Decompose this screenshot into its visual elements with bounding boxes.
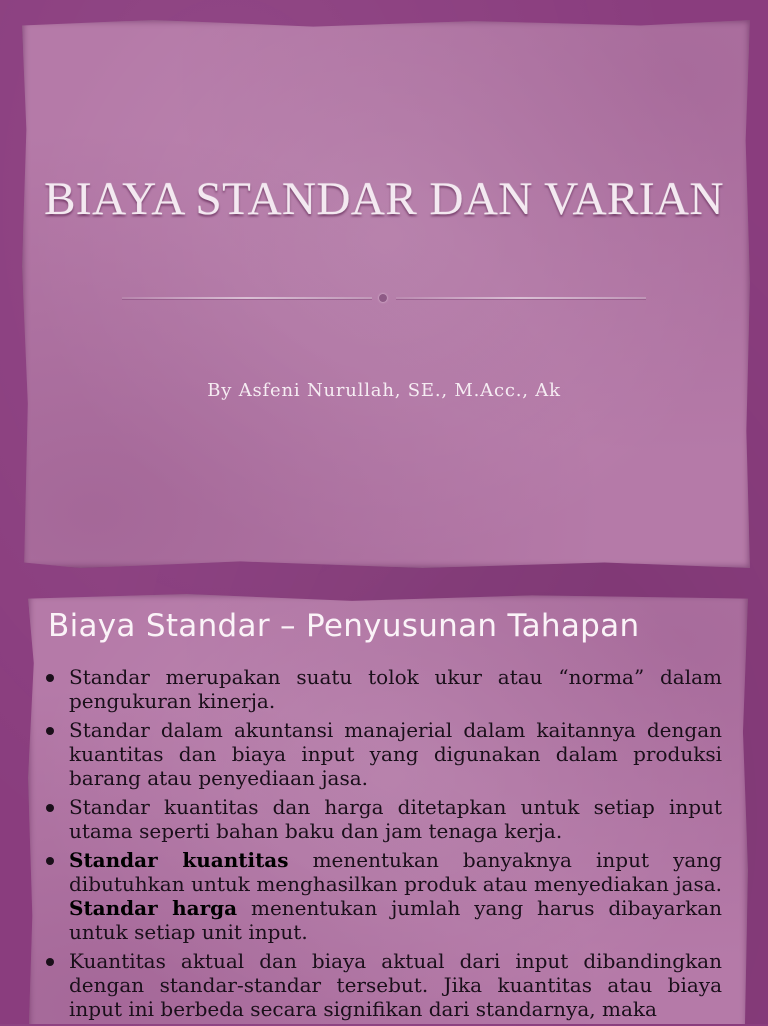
- bullet-icon: [46, 674, 54, 682]
- divider-dot: [379, 294, 387, 302]
- term-standar-kuantitas: Standar kuantitas: [69, 848, 289, 872]
- bullet-text: Standar kuantitas dan harga ditetapkan untuk setiap input utama seperti bahan baku dan jam tenaga kerja.: [69, 795, 722, 843]
- divider-line-left: [122, 297, 372, 299]
- bullet-icon: [46, 804, 54, 812]
- author-line: By Asfeni Nurullah, SE., M.Acc., Ak: [207, 380, 561, 401]
- bullet-text: menentukan banyaknya input yang dibutuhkan untuk menghasilkan produk atau menyediakan jasa.: [69, 848, 722, 896]
- term-standar-harga: Standar harga: [69, 896, 238, 920]
- bullet-text: Standar dalam akuntansi manajerial dalam kaitannya dengan kuantitas dan biaya input yang digunakan dalam produksi barang atau penyediaan jasa.: [69, 718, 722, 790]
- bullet-text: menentukan jumlah yang harus dibayarkan untuk setiap unit input.: [69, 896, 723, 944]
- bullet-item: [44, 848, 722, 944]
- bullet-icon: [46, 958, 54, 966]
- title-divider: [122, 292, 646, 304]
- bullet-list: [44, 665, 722, 1026]
- bullet-text: Kuantitas aktual dan biaya aktual dari input dibandingkan dengan standar-standar tersebut. Jika kuantitas atau biaya input ini berbeda secara signifikan dari standarnya, maka: [69, 949, 722, 1021]
- divider-line-right: [396, 297, 646, 299]
- bullet-item: [44, 949, 722, 1021]
- bullet-item: [44, 665, 722, 713]
- bullet-item: [44, 795, 722, 843]
- slide-title: BIAYA STANDAR DAN VARIAN: [44, 173, 724, 225]
- bullet-icon: [46, 857, 54, 865]
- bullet-text: Standar merupakan suatu tolok ukur atau “norma” dalam pengukuran kinerja.: [69, 665, 722, 713]
- section-heading: Biaya Standar – Penyusunan Tahapan: [48, 608, 640, 644]
- bullet-icon: [46, 727, 54, 735]
- bullet-item: [44, 718, 722, 790]
